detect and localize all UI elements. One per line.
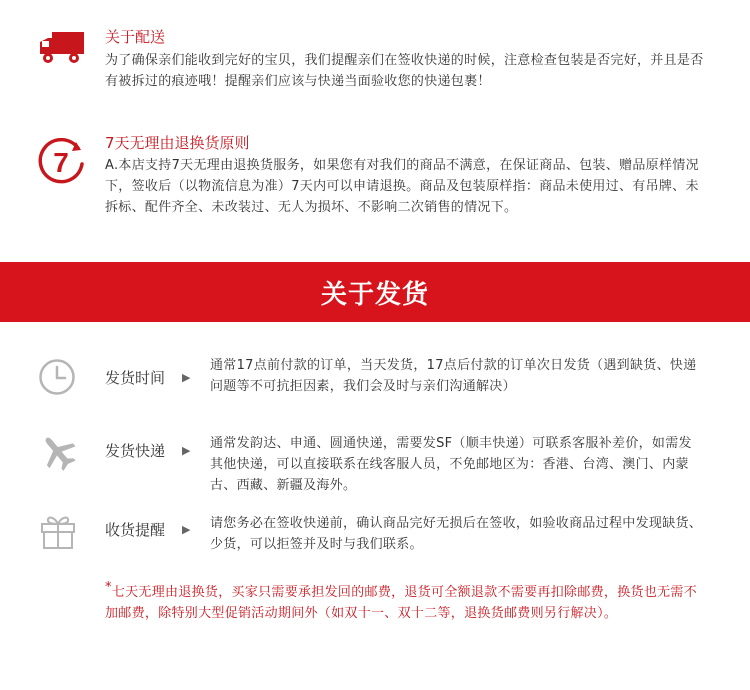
seven-days-icon-text: 7 <box>53 147 69 178</box>
note-asterisk: * <box>105 580 112 595</box>
delivery-info-title: 关于配送 <box>105 28 166 46</box>
return-policy-text: A.本店支持7天无理由退换货服务，如果您有对我们的商品不满意，在保证商品、包装、赠品原样情况下，签收后（以物流信息为准）7天内可以申请退换。商品及包装原样指：商品未使用过、有吊牌、未拆标、配件齐全、未改装过、无人为损坏、不影响二次销售的情况下。 <box>105 158 699 215</box>
receipt-reminder-label: 收货提醒 <box>105 521 166 539</box>
return-shipping-fee-note <box>105 582 705 624</box>
shipping-courier-text: 通常发韵达、申通、圆通快递，需要发SF（顺丰快递）可联系客服补差价，如需发其他快递，可以直接联系在线客服人员，不免邮地区为：香港、台湾、澳门、内蒙古、西藏、新疆及海外。 <box>210 436 692 493</box>
shipping-time-arrow: ▶ <box>182 371 191 384</box>
airplane-icon <box>38 432 78 472</box>
return-policy-title: 7天无理由退换货原则 <box>105 134 250 152</box>
clock-icon <box>38 358 76 396</box>
shipping-banner-title: 关于发货 <box>320 279 429 310</box>
note-text: 七天无理由退换货，买家只需要承担发回的邮费，退货可全额退款不需要再扣除邮费，换货也无需不加邮费，除特别大型促销活动期间外（如双十一、双十二等，退换货邮费则另行解决）。 <box>105 585 698 621</box>
truck-icon <box>38 30 86 66</box>
seven-days-icon <box>38 138 86 186</box>
receipt-reminder-arrow: ▶ <box>182 523 191 536</box>
delivery-info-text: 为了确保亲们能收到完好的宝贝，我们提醒亲们在签收快递的时候，注意检查包装是否完好，并且是否有被拆过的痕迹哦！提醒亲们应该与快递当面验收您的快递包裹！ <box>105 53 704 89</box>
shipping-time-text: 通常17点前付款的订单，当天发货，17点后付款的订单次日发货（遇到缺货、快递问题等不可抗拒因素，我们会及时与亲们沟通解决） <box>210 358 697 394</box>
receipt-reminder-text: 请您务必在签收快递前，确认商品完好无损后在签收，如验收商品过程中发现缺货、少货，可以拒签并及时与我们联系。 <box>210 516 703 552</box>
shipping-courier-label: 发货快递 <box>105 442 166 460</box>
shipping-time-label: 发货时间 <box>105 369 166 387</box>
shipping-banner <box>0 262 750 322</box>
gift-icon <box>40 512 76 550</box>
shipping-courier-arrow: ▶ <box>182 444 191 457</box>
